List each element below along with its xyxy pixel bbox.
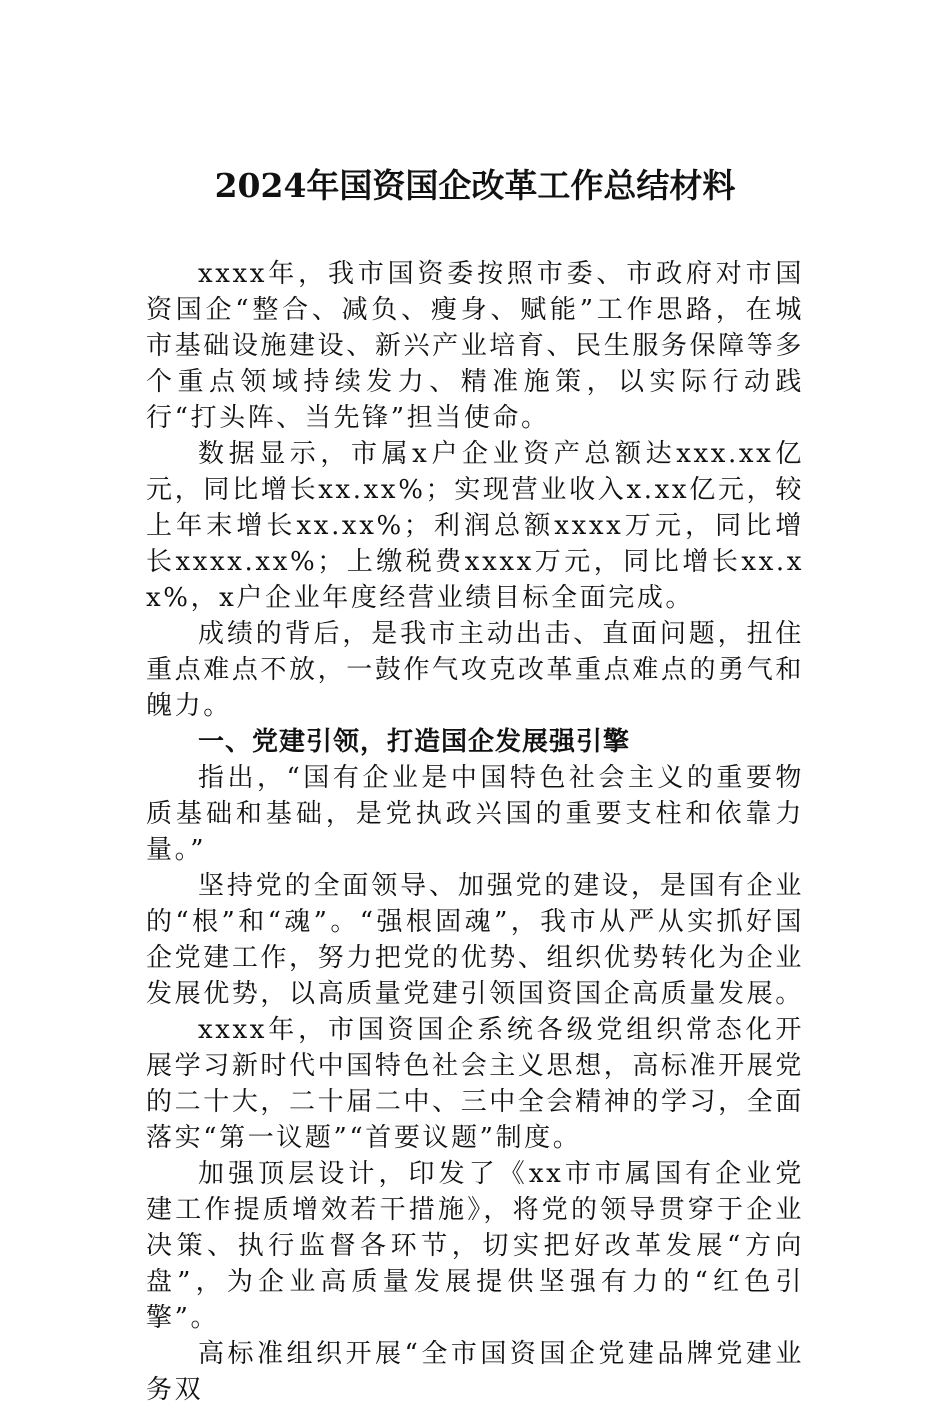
section-heading: 一、党建引领，打造国企发展强引擎 [198,727,631,757]
paragraph: 坚持党的全面领导、加强党的建设，是国有企业的“根”和“魂”。“强根固魂”，我市从严从实抓好国企党建工作，努力把党的优势、组织优势转化为企业发展优势，以高质量党建引领国资国企高质量发展。 [146,871,804,1009]
paragraph: xxxx年，我市国资委按照市委、市政府对市国资国企“整合、减负、瘦身、赋能”工作思路，在城市基础设施建设、新兴产业培育、民生服务保障等多个重点领域持续发力、精准施策，以实际行动践行“打头阵、当先锋”担当使命。 [146,259,804,433]
paragraph: 加强顶层设计，印发了《xx市市属国有企业党建工作提质增效若干措施》，将党的领导贯穿于企业决策、执行监督各环节，切实把好改革发展“方向盘”，为企业高质量发展提供坚强有力的“红色引擎”。 [146,1159,804,1333]
paragraph: 成绩的背后，是我市主动出击、直面问题，扭住重点难点不放，一鼓作气攻克改革重点难点的勇气和魄力。 [146,619,804,721]
paragraph: xxxx年，市国资国企系统各级党组织常态化开展学习新时代中国特色社会主义思想，高标准开展党的二十大，二十届二中、三中全会精神的学习，全面落实“第一议题”“首要议题”制度。 [146,1015,804,1153]
paragraph: 指出，“国有企业是中国特色社会主义的重要物质基础和基础，是党执政兴国的重要支柱和依靠力量。” [146,763,804,865]
paragraph: 数据显示，市属x户企业资产总额达xxx.xx亿元，同比增长xx.xx%；实现营业收入x.xx亿元，较上年末增长xx.xx%；利润总额xxxx万元，同比增长xxxx.xx%；上缴税费xxxx万元，同比增长xx.xx%，x户企业年度经营业绩目标全面完成。 [146,439,804,613]
paragraph: 高标准组织开展“全市国资国企党建品牌党建业务双 [146,1339,804,1405]
document-body [146,256,804,1408]
document-title: 2024年国资国企改革工作总结材料 [214,166,736,205]
